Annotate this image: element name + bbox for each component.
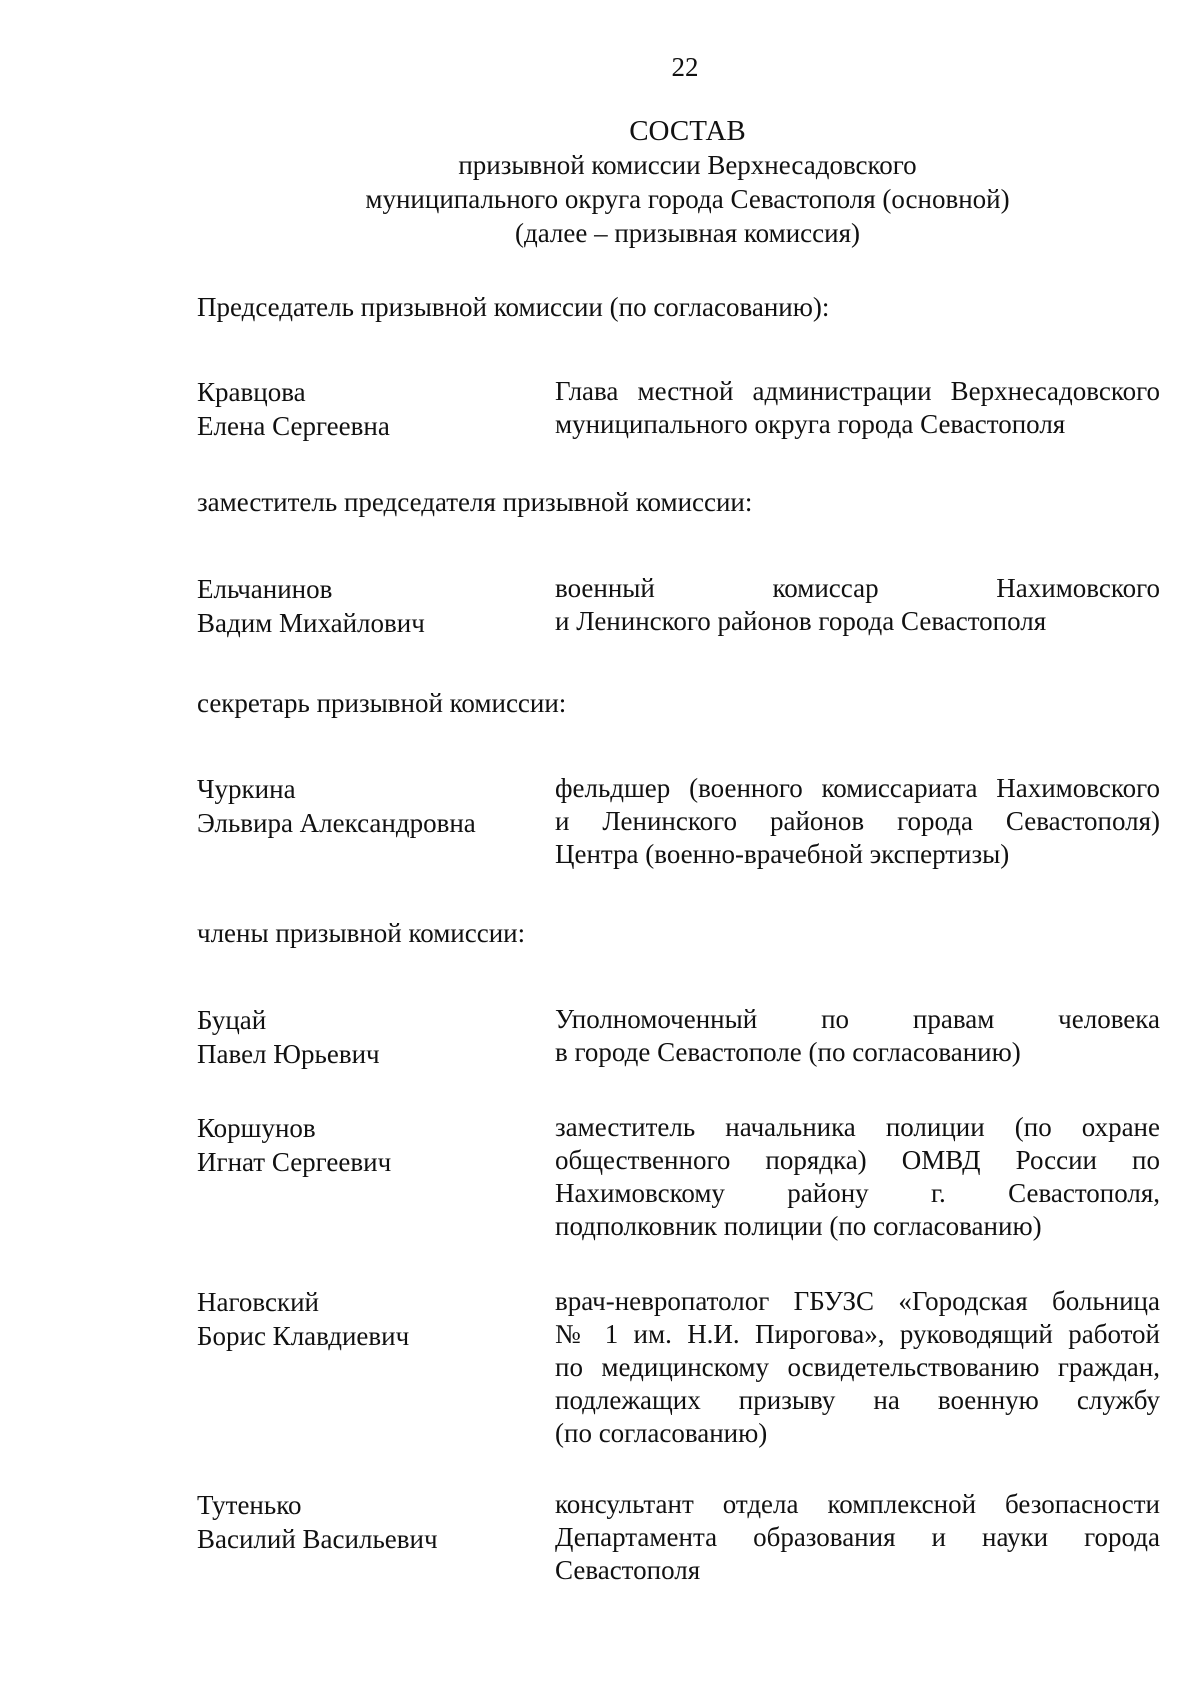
member-given-name: Павел Юрьевич [197,1039,380,1069]
position-line: консультант отдела комплексной безопасности [555,1489,1160,1519]
position-line: Нахимовскому району г. Севастополя, [555,1178,1160,1208]
document-heading [0,114,1200,250]
position-line: заместитель начальника полиции (по охране [555,1112,1160,1142]
section-label-chairman: Председатель призывной комиссии (по согласованию): [197,292,830,322]
position-line: в городе Севастополе (по согласованию) [555,1037,1021,1067]
member-given-name: Елена Сергеевна [197,411,390,441]
member-position [555,1285,1160,1450]
page-number: 22 [671,52,699,82]
position-line: (по согласованию) [555,1418,768,1448]
member-position [555,772,1160,871]
member-surname: Наговский [197,1287,319,1317]
member-given-name: Василий Васильевич [197,1524,438,1554]
document-subtitle-line-1: призывной комиссии Верхнесадовского [458,150,917,180]
member-position [555,1111,1160,1243]
position-line: врач-невропатолог ГБУЗС «Городская больница [555,1286,1160,1316]
position-line: подполковник полиции (по согласованию) [555,1211,1042,1241]
position-line: военный комиссар Нахимовского [555,573,1160,603]
member-name [197,1285,537,1353]
member-position [555,375,1160,441]
member-given-name: Вадим Михайлович [197,608,425,638]
position-line: подлежащих призыву на военную службу [555,1385,1160,1415]
position-line: и Ленинского районов города Севастополя [555,606,1047,636]
position-line: и Ленинского районов города Севастополя) [555,806,1160,836]
member-position [555,1003,1160,1069]
member-given-name: Эльвира Александровна [197,808,476,838]
member-name [197,375,537,443]
position-line: № 1 им. Н.И. Пирогова», руководящий работой [555,1319,1160,1349]
member-surname: Тутенько [197,1490,302,1520]
position-line: фельдшер (военного комиссариата Нахимовского [555,773,1160,803]
member-surname: Ельчанинов [197,574,333,604]
member-surname: Чуркина [197,774,296,804]
member-position [555,572,1160,638]
section-label-secretary: секретарь призывной комиссии: [197,688,567,718]
position-line: по медицинскому освидетельствованию граждан, [555,1352,1160,1382]
section-label-members: члены призывной комиссии: [197,918,526,948]
section-label-deputy: заместитель председателя призывной комиссии: [197,487,753,517]
position-line: Уполномоченный по правам человека [555,1004,1160,1034]
member-position [555,1488,1160,1587]
member-name [197,572,537,640]
member-name [197,1488,537,1556]
document-title: СОСТАВ [629,115,746,147]
member-given-name: Игнат Сергеевич [197,1147,392,1177]
position-line: Севастополя [555,1555,701,1585]
position-line: Центра (военно-врачебной экспертизы) [555,839,1010,869]
member-surname: Коршунов [197,1113,316,1143]
member-surname: Буцай [197,1005,267,1035]
member-given-name: Борис Клавдиевич [197,1321,410,1351]
position-line: Департамента образования и науки города [555,1522,1160,1552]
member-name [197,1111,537,1179]
position-line: муниципального округа города Севастополя [555,409,1066,439]
position-line: общественного порядка) ОМВД России по [555,1145,1160,1175]
document-subtitle-line-3: (далее – призывная комиссия) [514,218,861,248]
member-name [197,772,537,840]
document-subtitle-line-2: муниципального округа города Севастополя (основной) [365,184,1010,214]
member-surname: Кравцова [197,377,306,407]
member-name [197,1003,537,1071]
position-line: Глава местной администрации Верхнесадовского [555,376,1160,406]
